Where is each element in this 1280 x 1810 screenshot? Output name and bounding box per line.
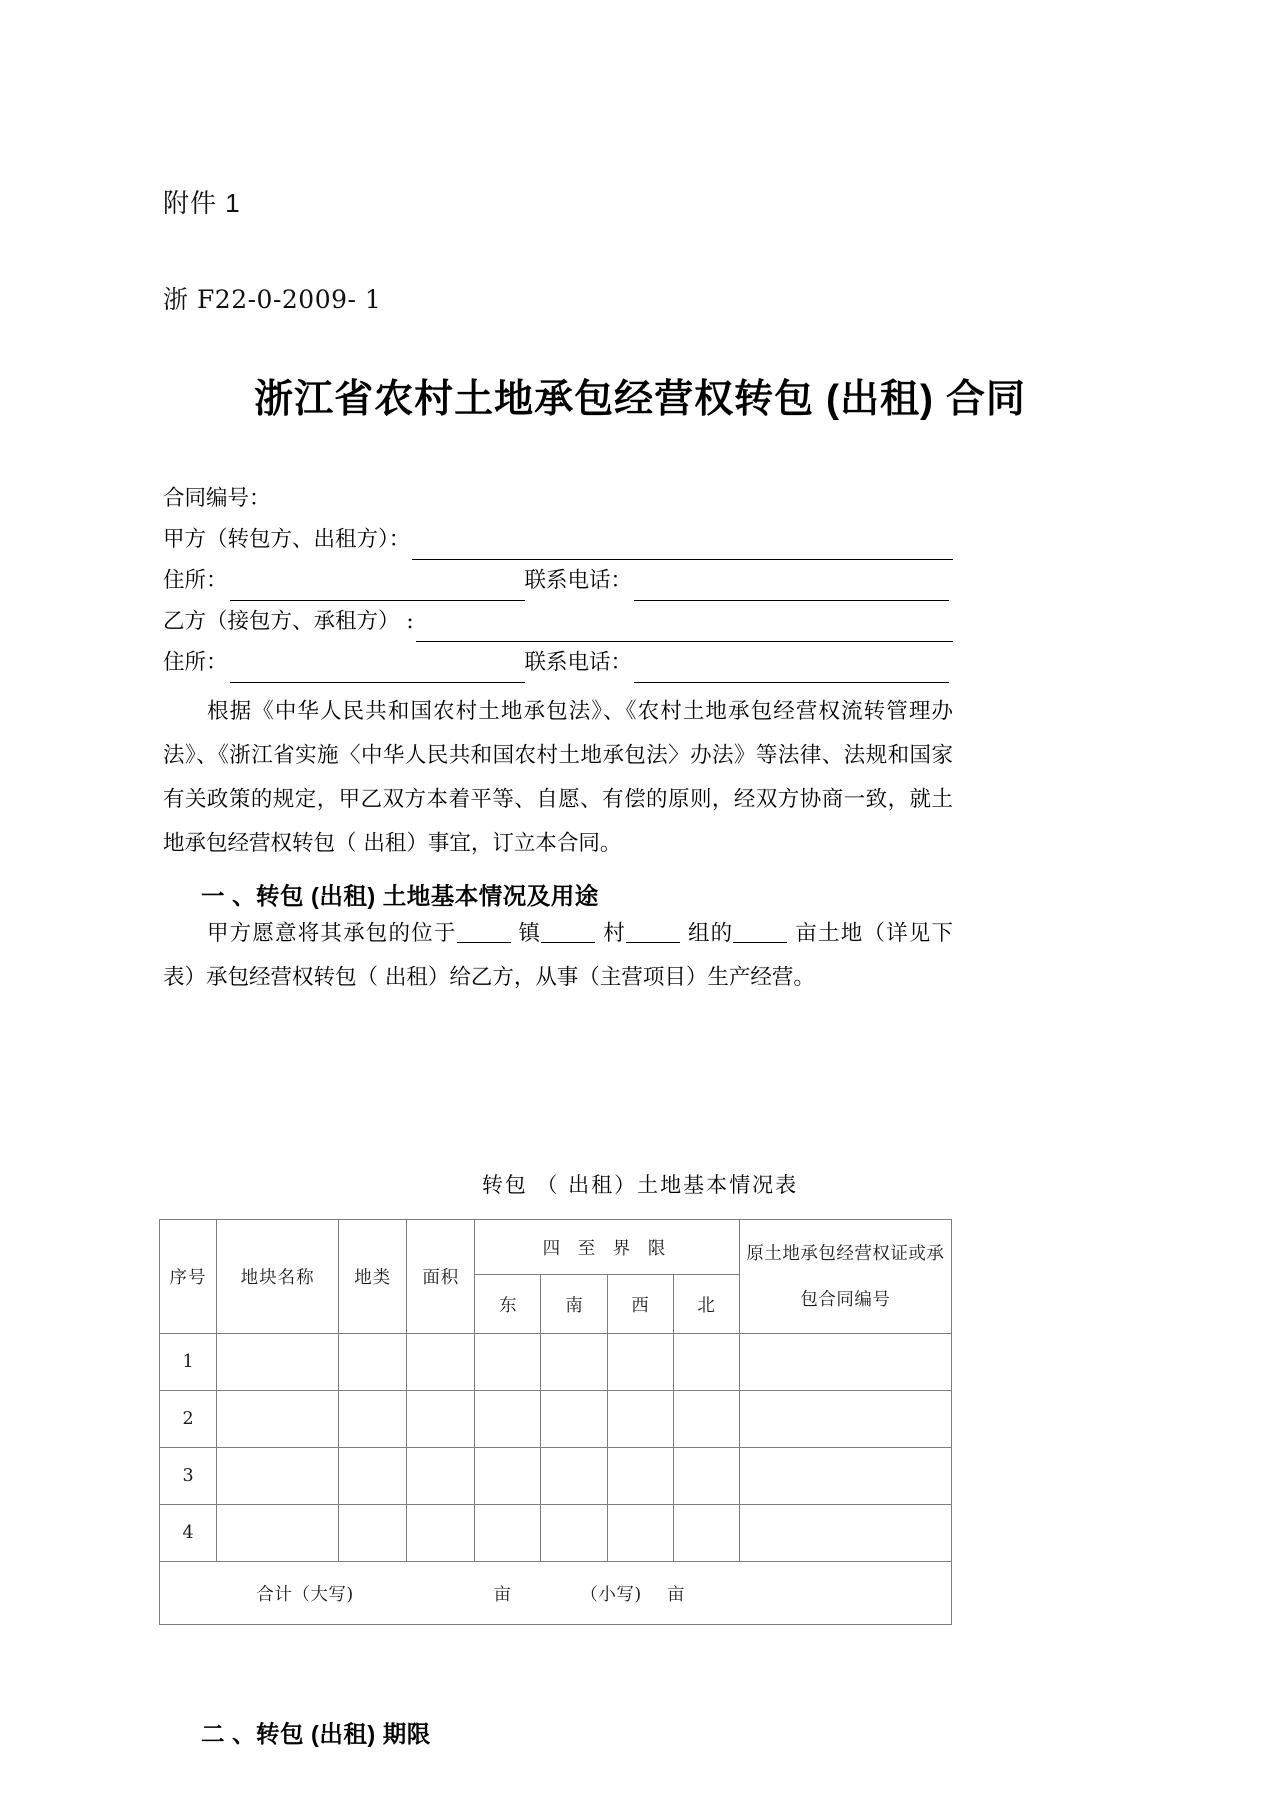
party-b-line: [163, 601, 953, 642]
cell-south[interactable]: [541, 1334, 607, 1391]
cell-north[interactable]: [673, 1505, 739, 1562]
party-b-address-field[interactable]: [230, 656, 525, 683]
row-number: 2: [160, 1391, 217, 1448]
table-caption: 转包 （ 出租）土地基本情况表: [481, 1173, 799, 1197]
cell-north[interactable]: [673, 1448, 739, 1505]
land-info-text-2: 镇: [518, 921, 542, 946]
header-boundaries-group: 四 至 界 限: [475, 1220, 739, 1275]
table-row: [160, 1448, 952, 1505]
header-certificate-line-1: 原土地承包经营权证或承: [746, 1243, 945, 1264]
header-plot-name: 地块名称: [217, 1220, 339, 1334]
cell-land-type[interactable]: [339, 1334, 407, 1391]
party-a-phone-field[interactable]: [634, 574, 949, 601]
land-info-text-1: 甲方愿意将其承包的位于: [207, 921, 457, 946]
party-a-label: 甲方（转包方、出租方）：: [163, 527, 411, 552]
village-blank-field[interactable]: [541, 922, 595, 943]
cell-east[interactable]: [475, 1391, 541, 1448]
party-a-phone-label: 联系电话：: [524, 568, 633, 593]
cell-south[interactable]: [541, 1448, 607, 1505]
cell-land-type[interactable]: [339, 1505, 407, 1562]
cell-west[interactable]: [607, 1334, 673, 1391]
cell-west[interactable]: [607, 1505, 673, 1562]
table-row: [160, 1391, 952, 1448]
header-north: 北: [673, 1275, 739, 1334]
cell-area[interactable]: [407, 1334, 475, 1391]
row-number: 4: [160, 1505, 217, 1562]
party-a-line: [163, 519, 953, 560]
town-blank-field[interactable]: [457, 922, 511, 943]
contract-number-label: 合同编号：: [163, 486, 271, 511]
cell-north[interactable]: [673, 1391, 739, 1448]
land-info-text-5: 亩土地（详见下表）承包经营权转包（ 出租）给乙方，从事（主营项目）生产经营。: [163, 921, 953, 990]
land-info-text-3: 村: [603, 921, 626, 946]
total-lowercase-label: （小写): [580, 1584, 642, 1605]
header-land-type: 地类: [339, 1220, 407, 1334]
total-row-cell: [160, 1562, 952, 1625]
cell-south[interactable]: [541, 1391, 607, 1448]
cell-land-type[interactable]: [339, 1448, 407, 1505]
cell-plot-name[interactable]: [217, 1391, 339, 1448]
table-row: [160, 1334, 952, 1391]
total-unit-uppercase: 亩: [493, 1584, 512, 1605]
contract-number-line: [163, 478, 953, 519]
row-number: 1: [160, 1334, 217, 1391]
land-description-paragraph: [163, 912, 953, 1000]
party-b-phone-label: 联系电话：: [524, 650, 633, 675]
cell-west[interactable]: [607, 1448, 673, 1505]
header-south: 南: [541, 1275, 607, 1334]
total-label: 合计（大写): [256, 1584, 354, 1605]
party-b-phone-field[interactable]: [634, 656, 949, 683]
group-blank-field[interactable]: [626, 922, 680, 943]
party-b-address-label: 住所：: [163, 650, 228, 675]
attachment-label: 附件 1: [163, 188, 241, 218]
party-b-label: 乙方（接包方、承租方） :: [163, 609, 414, 634]
page-title: 浙江省农村土地承包经营权转包 (出租) 合同: [254, 378, 1026, 421]
cell-area[interactable]: [407, 1505, 475, 1562]
area-blank-field[interactable]: [733, 922, 787, 943]
table-header-row-1: [160, 1220, 952, 1275]
row-number: 3: [160, 1448, 217, 1505]
cell-certificate-no[interactable]: [739, 1334, 951, 1391]
cell-east[interactable]: [475, 1448, 541, 1505]
cell-south[interactable]: [541, 1505, 607, 1562]
header-certificate-line-2: 包合同编号: [800, 1289, 891, 1310]
land-basic-info-table: [159, 1219, 952, 1625]
cell-certificate-no[interactable]: [739, 1505, 951, 1562]
party-information-block: [163, 478, 953, 683]
cell-area[interactable]: [407, 1448, 475, 1505]
section-heading-2: 二 、转包 (出租) 期限: [201, 1721, 431, 1747]
party-a-address-label: 住所：: [163, 568, 228, 593]
cell-plot-name[interactable]: [217, 1505, 339, 1562]
document-code: 浙 F22-0-2009- 1: [163, 285, 382, 314]
cell-north[interactable]: [673, 1334, 739, 1391]
cell-plot-name[interactable]: [217, 1448, 339, 1505]
cell-plot-name[interactable]: [217, 1334, 339, 1391]
party-b-contact-line: [163, 642, 953, 683]
header-east: 东: [475, 1275, 541, 1334]
party-a-address-field[interactable]: [230, 574, 525, 601]
header-certificate-no: [739, 1220, 951, 1334]
cell-east[interactable]: [475, 1505, 541, 1562]
table-row: [160, 1505, 952, 1562]
total-unit-lowercase: 亩: [667, 1584, 685, 1605]
table-total-row: [160, 1562, 952, 1625]
party-b-name-field[interactable]: [416, 615, 953, 642]
header-area: 面积: [407, 1220, 475, 1334]
party-a-contact-line: [163, 560, 953, 601]
cell-west[interactable]: [607, 1391, 673, 1448]
cell-certificate-no[interactable]: [739, 1391, 951, 1448]
header-no: 序号: [160, 1220, 217, 1334]
cell-area[interactable]: [407, 1391, 475, 1448]
party-a-name-field[interactable]: [412, 533, 953, 560]
section-heading-1: 一 、转包 (出租) 土地基本情况及用途: [201, 883, 599, 909]
preamble-paragraph: 根据《中华人民共和国农村土地承包法》、《农村土地承包经营权流转管理办法》、《浙江省实施〈中华人民共和国农村土地承包法〉办法》等法律、法规和国家有关政策的规定，甲乙双方本着平等、自愿、有偿的原则，经双方协商一致，就土地承包经营权转包（ 出租）事宜，订立本合同。: [163, 699, 953, 856]
cell-certificate-no[interactable]: [739, 1448, 951, 1505]
header-west: 西: [607, 1275, 673, 1334]
cell-land-type[interactable]: [339, 1391, 407, 1448]
cell-east[interactable]: [475, 1334, 541, 1391]
land-info-text-4: 组的: [687, 921, 734, 946]
